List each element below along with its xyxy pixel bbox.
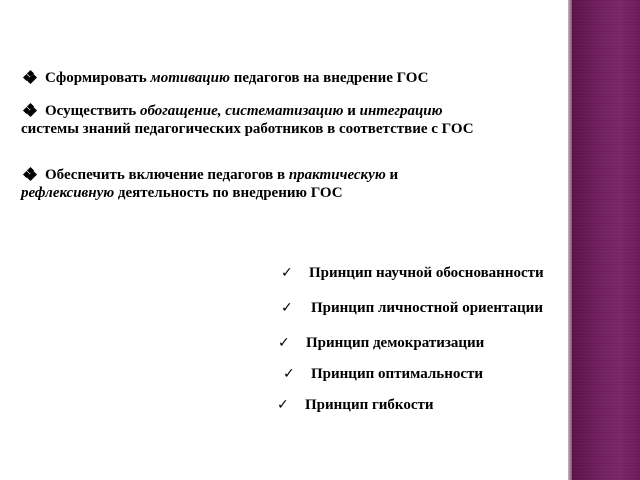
goal-emphasis: мотивацию xyxy=(150,70,230,86)
checkmark-icon: ✓ xyxy=(283,366,295,382)
goal-item-motivation xyxy=(21,69,491,87)
diamond-bullet-icon xyxy=(24,104,36,116)
checkmark-icon: ✓ xyxy=(281,300,293,316)
goal-text: деятельность по внедрению ГОС xyxy=(114,185,343,201)
principle-label: Принцип гибкости xyxy=(305,397,434,413)
principle-label: Принцип оптимальности xyxy=(311,366,484,382)
checkmark-icon: ✓ xyxy=(277,397,289,413)
goal-emphasis: интеграцию xyxy=(359,103,443,119)
principle-item xyxy=(283,366,483,383)
goal-emphasis: обогащение, систематизацию xyxy=(139,103,344,119)
goal-emphasis: практическую xyxy=(288,167,386,183)
goal-text: и xyxy=(343,103,360,119)
principle-item xyxy=(281,300,543,317)
checkmark-icon: ✓ xyxy=(281,265,293,281)
principle-item xyxy=(281,265,544,282)
goal-item-enrichment xyxy=(21,102,491,138)
principle-item xyxy=(277,397,434,414)
principle-label: Принцип личностной ориентации xyxy=(311,300,543,316)
principle-label: Принцип научной обоснованности xyxy=(309,265,544,281)
goal-text: педагогов на внедрение ГОС xyxy=(229,70,429,86)
diamond-bullet-icon xyxy=(24,168,36,180)
goal-item-practice xyxy=(21,166,491,202)
goal-text: Осуществить xyxy=(45,103,140,119)
decorative-side-band xyxy=(572,0,640,480)
goal-emphasis: рефлексивную xyxy=(21,185,115,201)
checkmark-icon: ✓ xyxy=(278,335,290,351)
diamond-bullet-icon xyxy=(24,71,36,83)
goal-text: и xyxy=(385,167,399,183)
goal-text: системы знаний педагогических работников в соответствие с ГОС xyxy=(21,121,474,137)
principle-item xyxy=(278,335,484,352)
principle-label: Принцип демократизации xyxy=(306,335,485,351)
goal-text: Обеспечить включение педагогов в xyxy=(45,167,289,183)
goal-text: Сформировать xyxy=(45,70,151,86)
